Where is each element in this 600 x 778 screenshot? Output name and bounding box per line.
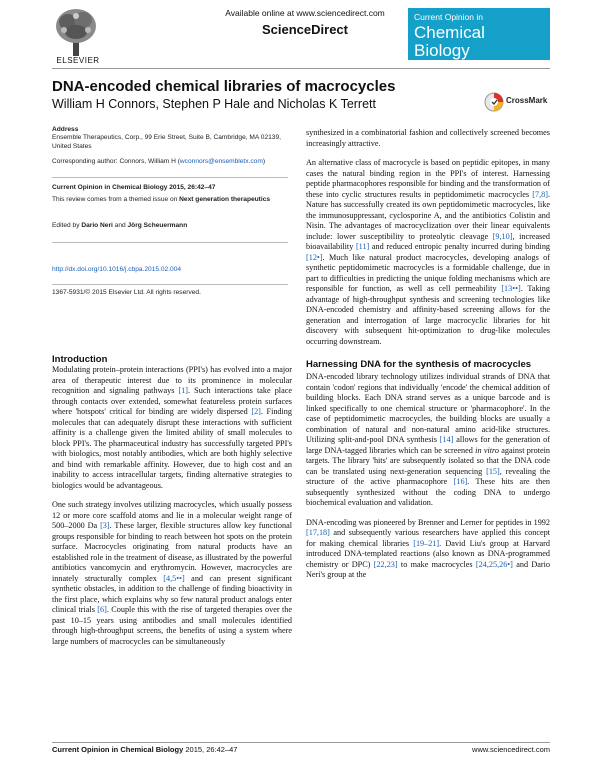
body-text: . Such interactions take place through contacts over extended, somewhat featureless protein surfaces where 'hotspots' critical for binding are widely dispersed	[52, 386, 292, 416]
publisher-name: ELSEVIER	[56, 56, 100, 65]
paragraph-intro-1	[52, 365, 292, 491]
body-text: . These hits are then subsequently synthesized without the coding DNA to undergo biochemical evaluation and validation.	[306, 477, 550, 507]
corresponding-end: )	[262, 158, 266, 165]
reference-link[interactable]: [2]	[251, 407, 261, 416]
reference-link[interactable]: [6]	[97, 605, 107, 614]
address-heading: Address	[52, 126, 79, 133]
journal-citation: Current Opinion in Chemical Biology 2015, 26:42–47	[52, 184, 216, 191]
left-column	[52, 354, 292, 656]
right-column-continuation: synthesized in a combinatorial fashion and collectively screened becomes increasingly attractive.	[306, 128, 550, 148]
body-text: , increased bioavailability	[306, 231, 550, 251]
footer-volume: 2015, 26:42–47	[183, 745, 238, 754]
reference-link[interactable]: [15]	[486, 466, 500, 476]
article-authors: William H Connors, Stephen P Hale and Nicholas K Terrett	[52, 97, 376, 111]
journal-title-large: Chemical Biology	[414, 23, 485, 60]
sidebar-divider	[52, 284, 288, 285]
paragraph-dna-encoding-history	[306, 518, 550, 581]
body-text: against protein targets. The library 'hits' are subsequently isolated so that the DNA code can be translated using next-generation sequencing	[306, 445, 550, 476]
body-text: and reduced entropic penalty incurred during binding	[369, 242, 551, 251]
footer-website[interactable]: www.sciencedirect.com	[472, 745, 550, 754]
paragraph-macrocycle-class	[306, 158, 550, 347]
body-text: Modulating protein–protein interactions (PPI's) has evolved into a major area of therapeutic interest due to its prominence in molecular recognition and signaling pathways	[52, 365, 292, 395]
reference-link[interactable]: [12•]	[306, 252, 323, 262]
paragraph-del-technology	[306, 372, 550, 509]
body-text: . Much like natural product macrocycles, developing analogs of synthetic peptidomimetic macrocycles is a formidable challenge, due in part to difficulties in predicting the unique folding mechanisms which are responsible for function, as well as cell permeability	[306, 252, 550, 293]
introduction-heading: Introduction	[52, 354, 108, 365]
reference-link[interactable]: [16]	[453, 477, 468, 486]
right-column	[306, 158, 550, 590]
themed-issue	[52, 196, 288, 205]
journal-banner[interactable]	[408, 8, 550, 60]
reference-link[interactable]: [17,18]	[306, 528, 330, 537]
reference-link[interactable]: [11]	[355, 242, 370, 251]
body-text: DNA-encoded library technology utilizes individual strands of DNA that contain 'codon' regions that individually 'encode' the chemical addition of building blocks. Each DNA strand serves as a unique barcode and is linked specifically to one chemical structure or 'pharmacophore'. In the case of peptidomimetic macrocycles, the building blocks are usually a combination of natural and non-natural amino acid-like structures. Utilizing split-and-pool DNA synthesis	[306, 372, 550, 444]
reference-link[interactable]: [7,8]	[532, 189, 548, 199]
reference-link[interactable]: [19–21]	[413, 538, 440, 548]
article-title: DNA-encoded chemical libraries of macrocycles	[52, 78, 396, 95]
body-text: . Couple this with the rise of targeted therapies over the past 10–15 years using antibodies and small molecules identified through high-throughput screens, the benefits of using a system where large numbers of macrocycles can be simultaneously	[52, 605, 292, 646]
editor-1: Dario Neri	[81, 222, 113, 229]
reference-link[interactable]: [13••]	[501, 284, 521, 293]
body-text: to make macrocycles	[397, 559, 476, 569]
theme-topic: Next generation therapeutics	[179, 196, 271, 203]
editor-2: Jörg Scheuermann	[127, 222, 188, 229]
corresponding-email-link[interactable]: wconnors@ensembletx.com	[179, 158, 263, 165]
reference-link[interactable]: [14]	[439, 435, 454, 444]
body-text: . Finding molecules that can adequately disrupt these interactions with sufficient affinity is a challenge given the limited ability of small molecules to block PPI's. The pharmaceutical industry has successfully targeted PPI's with biologics, most notably antibodies, which are both highly selective and bind with remarkable affinity. However, due to high cost and an inability to access intracellular targets, finding alternative strategies to biologics would be advantageous.	[52, 407, 292, 490]
available-online-text[interactable]: Available online at www.sciencedirect.com	[225, 8, 385, 18]
italic-text: in vitro	[475, 445, 499, 455]
body-text: . Taking advantage of high-throughput synthesis and screening technologies like DNA-encoded chemistry and affinity-based screening allows for the generation and interrogation of large macrocyclic libraries for hit discovery with subsequent hit-optimization to drug-like molecules occurring downstream.	[306, 284, 550, 346]
reference-link[interactable]: [4,5••]	[163, 573, 185, 583]
issn-copyright: 1367-5931/© 2015 Elsevier Ltd. All rights reserved.	[52, 289, 201, 296]
footer-divider	[52, 742, 550, 743]
reference-link[interactable]: [1]	[178, 386, 189, 395]
address-text: Ensemble Therapeutics, Corp., 99 Erie Street, Suite B, Cambridge, MA 02139, United States	[52, 134, 281, 150]
body-text: One such strategy involves utilizing macrocycles, which usually possess 12 or more core scaffold atoms and lie in a molecular weight range of 500–2000 Da	[52, 500, 292, 530]
theme-prefix: This review comes from a themed issue on	[52, 196, 180, 203]
journal-title-small: Current Opinion in	[414, 12, 483, 22]
body-text: . David Liu's group at Harvard introduced DNA-templated reactions (also known as DNA-programmed chemistry or DPC)	[306, 538, 551, 569]
header-divider	[52, 68, 550, 69]
reference-link[interactable]: [22,23]	[373, 559, 398, 569]
reference-link[interactable]: [9,10]	[492, 231, 513, 241]
footer-citation	[52, 745, 237, 754]
sciencedirect-brand[interactable]: ScienceDirect	[262, 22, 348, 37]
paragraph-intro-2	[52, 500, 292, 647]
edited-prefix: Edited by	[52, 222, 82, 229]
body-text: allows for the generation of large DNA-tagged libraries which can be screened	[306, 435, 550, 455]
body-text: , revealing the structure of the active pharmacophore	[306, 466, 550, 486]
corresponding-label: Corresponding author:	[52, 158, 118, 165]
body-text: . These larger, flexible structures allow key functional groups responsible for binding to reach between hot spots on the protein surface. Macrocycles originating from natural products have an established role in the treatment of disease, as illustrated by the powerful antibiotics vancomycin and erythromycin. However, macrocycles are innately structurally complex	[52, 521, 292, 583]
body-text: An alternative class of macrocycle is based on peptidic epitopes, in many cases the natural binding region in the PPI's of interest. Harnessing peptide pharmacophores responsible for binding and the transformation of these into cyclic structures results in peptidomimetic macrocycles	[306, 158, 550, 199]
sidebar-divider	[52, 177, 288, 178]
elsevier-tree-logo	[52, 6, 100, 58]
crossmark-badge[interactable]	[484, 92, 552, 112]
doi-link[interactable]: http://dx.doi.org/10.1016/j.cbpa.2015.02.004	[52, 266, 182, 273]
body-text: . Nature has successfully created its own peptidomimetic macrocycles, like the immunosuppressant, cyclosporine A, and the antibiotics Colistin and Nisin. The advantages of macrocyclization over their linear equivalents include: lower susceptibility to proteolytic cleavage	[306, 189, 550, 241]
reference-link[interactable]: [24,25,26•]	[475, 559, 513, 569]
corresponding-name: Connors, William H (	[117, 158, 180, 165]
harnessing-dna-heading: Harnessing DNA for the synthesis of macrocycles	[306, 359, 532, 370]
body-text: and can present significant synthetic obstacles, in addition to the challenge of finding bioactivity in the first place, which explains why so few natural product analogs enter clinical trials	[52, 573, 292, 614]
corresponding-author	[52, 158, 288, 167]
footer-journal: Current Opinion in Chemical Biology	[52, 745, 184, 754]
edited-by	[52, 222, 288, 231]
crossmark-icon	[484, 92, 504, 112]
body-text: DNA-encoding was pioneered by Brenner and Lerner for peptides in 1992	[306, 517, 550, 527]
edited-and: and	[112, 222, 128, 229]
body-text: and subsequently various researchers have applied this concept for making chemical libraries	[306, 528, 550, 548]
body-text: and Dario Neri's group at the	[306, 559, 551, 579]
sidebar-divider	[52, 242, 288, 243]
crossmark-label: CrossMark	[506, 96, 548, 105]
reference-link[interactable]: [3]	[100, 521, 110, 530]
